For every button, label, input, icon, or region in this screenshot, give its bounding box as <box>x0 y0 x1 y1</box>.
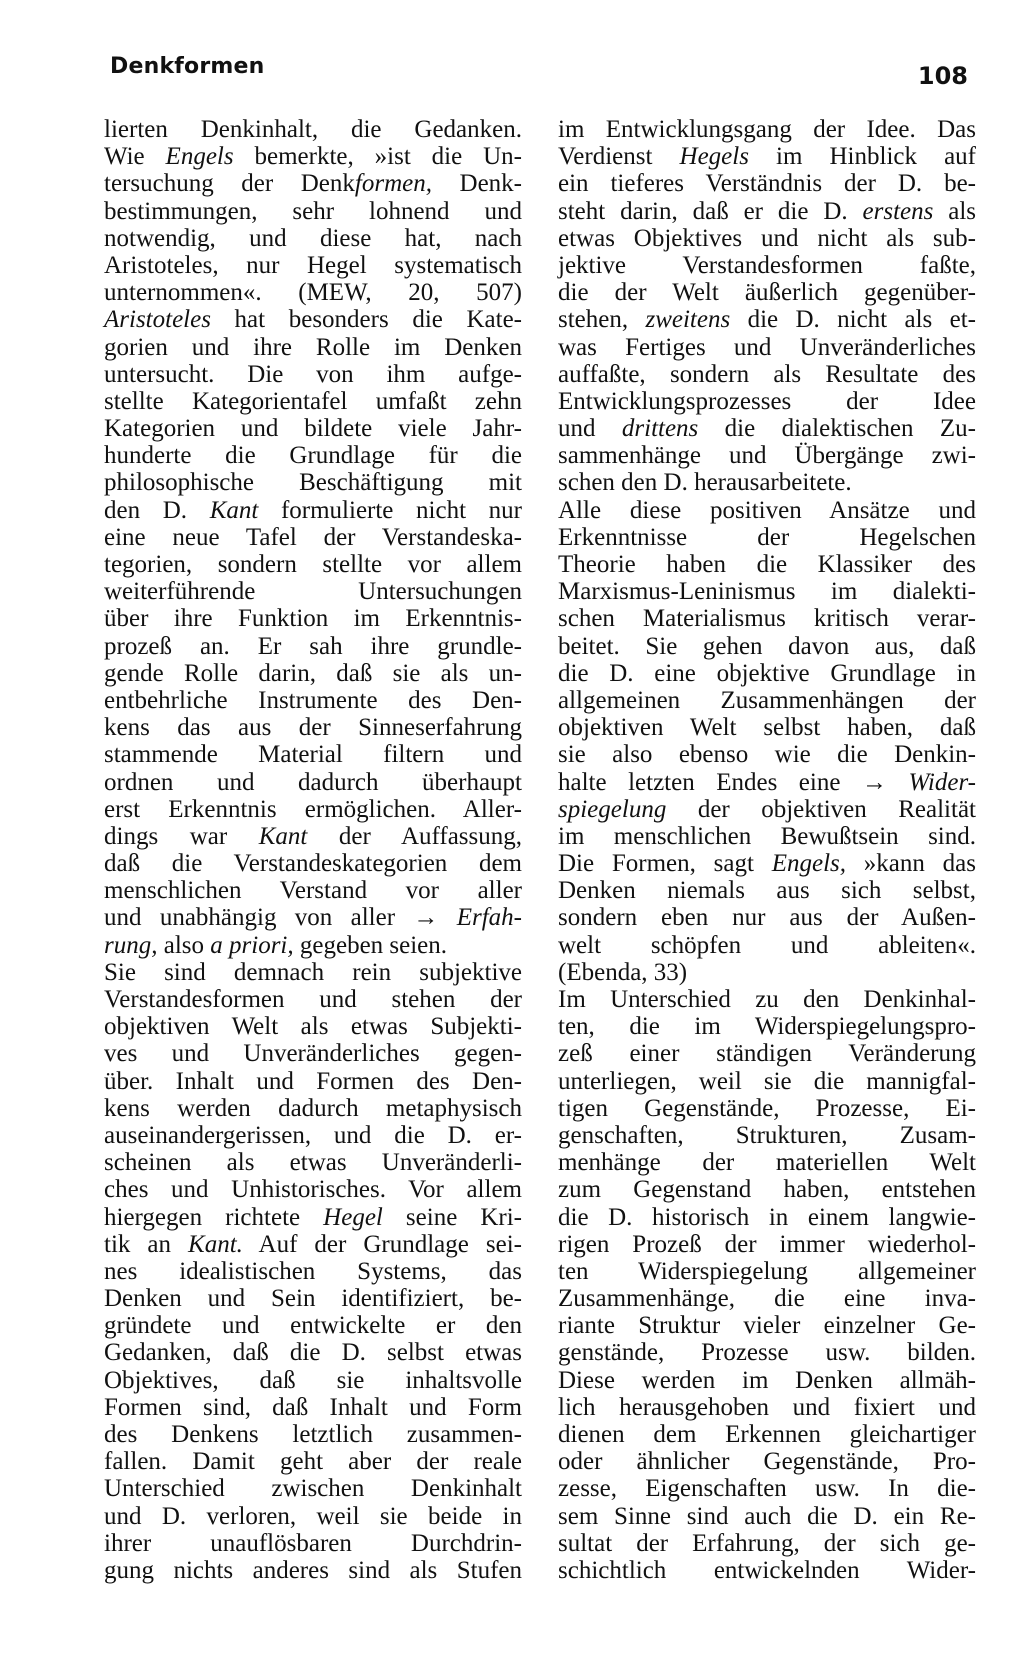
text-line <box>558 660 976 687</box>
text-run: menschlichen Verstand vor aller <box>104 877 522 905</box>
text-line <box>104 823 522 850</box>
text-run: bestimmungen, sehr lohnend und <box>104 197 522 225</box>
text-run: notwendig, und diese hat, nach <box>104 224 522 252</box>
text-run: Formen sind, daß Inhalt und Form <box>104 1393 522 1421</box>
text-line <box>104 1557 522 1584</box>
text-run: Verstandesformen und stehen der <box>104 986 522 1013</box>
text-run: sie also ebenso wie die Denkin- <box>558 741 976 769</box>
text-run: im Hinblick auf <box>748 143 976 171</box>
text-run: genschaften, Strukturen, Zusam- <box>558 1121 976 1149</box>
text-run: genstände, Prozesse usw. bilden. <box>558 1339 976 1367</box>
text-run: über. Inhalt und Formen des Den- <box>104 1067 522 1095</box>
text-run: sem Sinne sind auch die D. ein Re- <box>558 1502 976 1530</box>
text-line <box>104 1475 522 1502</box>
text-line <box>104 1530 522 1557</box>
text-line <box>104 1068 522 1095</box>
text-line <box>104 279 522 306</box>
text-line <box>104 877 522 904</box>
text-line <box>104 551 522 578</box>
running-head: Denkformen <box>110 54 265 79</box>
text-run: hiergegen richtete <box>104 1203 324 1231</box>
text-line <box>558 1204 976 1231</box>
text-line <box>104 334 522 361</box>
text-run: Entwicklungsprozesses der Idee <box>558 387 976 415</box>
text-line <box>558 1149 976 1176</box>
text-run: Die Formen, sagt <box>558 850 772 878</box>
text-line <box>104 633 522 660</box>
text-line <box>558 769 976 796</box>
text-line <box>104 1176 522 1203</box>
text-line <box>104 415 522 442</box>
text-run: schen den D. herausarbeitete. <box>558 469 852 497</box>
text-line <box>104 1231 522 1258</box>
text-line <box>558 796 976 823</box>
text-run: lierten Denkinhalt, die Gedanken. <box>104 116 522 143</box>
text-run: und <box>558 415 622 443</box>
text-line <box>104 796 522 823</box>
text-line <box>558 1312 976 1339</box>
text-line <box>558 225 976 252</box>
text-run: im menschlichen Bewußtsein sind. <box>558 822 976 850</box>
text-run: bemerkte, »ist die Un- <box>233 143 522 171</box>
text-line <box>558 605 976 632</box>
text-run: des Denkens letztlich zusammen- <box>104 1421 522 1448</box>
text-run: prozeß an. Er sah ihre grundle- <box>104 632 522 660</box>
text-run: allgemeinen Zusammenhängen der <box>558 686 976 714</box>
italic-text: a priori, <box>210 931 294 959</box>
text-line <box>104 225 522 252</box>
italic-text: erstens <box>862 197 934 225</box>
text-run: ten Widerspiegelung allgemeiner <box>558 1257 976 1285</box>
text-line <box>104 1421 522 1448</box>
text-line <box>104 904 522 931</box>
text-run: beitet. Sie gehen davon aus, daß <box>558 632 976 660</box>
text-line <box>104 1285 522 1312</box>
italic-text: rung, <box>104 931 158 959</box>
text-run: riante Struktur vieler einzelner Ge- <box>558 1312 976 1340</box>
text-line <box>558 143 976 170</box>
italic-text: drittens <box>621 415 699 443</box>
text-line <box>558 415 976 442</box>
text-run: sultat der Erfahrung, der sich ge- <box>558 1529 976 1557</box>
text-line <box>558 904 976 931</box>
text-line <box>558 1122 976 1149</box>
text-line <box>558 578 976 605</box>
text-run: und D. verloren, weil sie beide in <box>104 1502 522 1530</box>
text-run: auffaßte, sondern als Resultate des <box>558 360 976 388</box>
text-run: als <box>933 197 976 225</box>
text-run: Alle diese positiven Ansätze und <box>558 496 976 524</box>
text-line <box>104 361 522 388</box>
text-run: steht darin, daß er die D. <box>558 197 863 225</box>
text-run: der Auffassung, <box>307 822 522 850</box>
text-run: Denk- <box>431 170 523 198</box>
text-line <box>558 1421 976 1448</box>
text-run: tik an <box>104 1230 189 1258</box>
text-run: Theorie haben die Klassiker des <box>558 551 976 578</box>
text-line <box>104 1013 522 1040</box>
text-line <box>558 524 976 551</box>
text-line <box>558 252 976 279</box>
text-run: schen Materialismus kritisch verar- <box>558 605 976 633</box>
text-run: formulierte nicht nur <box>258 496 522 524</box>
text-line <box>558 1176 976 1203</box>
text-line <box>104 932 522 959</box>
text-line <box>104 578 522 605</box>
text-run: stammende Material filtern und <box>104 741 522 769</box>
text-run: scheinen als etwas Unveränderli- <box>104 1149 522 1177</box>
text-line <box>104 1339 522 1366</box>
text-line <box>104 442 522 469</box>
text-run: lich herausgehoben und fixiert und <box>558 1393 976 1421</box>
text-run: objektiven Welt als etwas Subjekti- <box>104 1013 522 1041</box>
text-run: gung nichts anderes sind als Stufen <box>104 1556 522 1584</box>
text-run: ches und Unhistorisches. Vor allem <box>104 1176 522 1204</box>
text-line <box>558 1367 976 1394</box>
text-run: entbehrliche Instrumente des Den- <box>104 686 522 714</box>
text-run: gründete und entwickelte er den <box>104 1312 522 1340</box>
text-run: zeß einer ständigen Veränderung <box>558 1040 976 1068</box>
italic-text: spiegelung <box>558 795 667 823</box>
italic-text: Wider- <box>908 768 976 796</box>
text-line <box>558 1339 976 1366</box>
text-line <box>558 1258 976 1285</box>
text-line <box>558 850 976 877</box>
text-run: Sie sind demnach rein subjektive <box>104 958 522 986</box>
text-line <box>558 306 976 333</box>
text-run: halte letzten Endes eine → <box>558 768 909 796</box>
text-run: hat besonders die Kate- <box>210 306 522 334</box>
text-line <box>104 1122 522 1149</box>
text-line <box>104 959 522 986</box>
text-line <box>558 877 976 904</box>
text-run: also <box>157 931 211 959</box>
text-run: Denken niemals aus sich selbst, <box>558 877 976 905</box>
text-run: Wie <box>104 143 166 171</box>
text-run: zum Gegenstand haben, entstehen <box>558 1176 976 1204</box>
text-line <box>104 741 522 768</box>
text-run: tigen Gegenstände, Prozesse, Ei- <box>558 1094 976 1122</box>
text-run: die dialektischen Zu- <box>698 415 976 443</box>
text-run: zesse, Eigenschaften usw. In die- <box>558 1475 976 1503</box>
text-line <box>558 361 976 388</box>
text-line <box>558 1231 976 1258</box>
italic-text: zweitens <box>645 306 731 334</box>
text-line <box>104 170 522 197</box>
text-line <box>558 279 976 306</box>
text-run: dings war <box>104 822 259 850</box>
italic-text: Hegels <box>679 143 749 171</box>
text-line <box>558 687 976 714</box>
text-run: hunderte die Grundlage für die <box>104 442 522 470</box>
text-line <box>104 1204 522 1231</box>
page-number: 108 <box>917 62 968 90</box>
text-line <box>558 1068 976 1095</box>
text-run: ordnen und dadurch überhaupt <box>104 768 522 796</box>
text-line <box>104 469 522 496</box>
text-run: gegeben seien. <box>293 931 448 959</box>
text-run: den D. <box>104 496 210 524</box>
text-run: tersuchung der Denk <box>104 170 355 198</box>
italic-text: formen, <box>354 170 432 198</box>
text-line <box>104 497 522 524</box>
italic-text: Engels <box>165 143 234 171</box>
text-line <box>104 1448 522 1475</box>
text-line <box>558 1503 976 1530</box>
text-run: (Ebenda, 33) <box>558 958 688 986</box>
text-run: Unterschied zwischen Denkinhalt <box>104 1475 522 1503</box>
text-line <box>558 1095 976 1122</box>
text-run: etwas Objektives und nicht als sub- <box>558 224 976 252</box>
text-line <box>104 143 522 170</box>
text-run: oder ähnlicher Gegenstände, Pro- <box>558 1448 976 1476</box>
text-line <box>558 1285 976 1312</box>
text-run: sondern eben nur aus der Außen- <box>558 904 976 932</box>
text-line <box>104 986 522 1013</box>
text-run: im Entwicklungsgang der Idee. Das <box>558 116 976 143</box>
text-line <box>104 605 522 632</box>
text-run: und unabhängig von aller → <box>104 904 457 932</box>
text-run: kens werden dadurch metaphysisch <box>104 1094 522 1122</box>
text-run: philosophische Beschäftigung mit <box>104 469 522 497</box>
text-run: Denken und Sein identifiziert, be- <box>104 1285 522 1313</box>
text-line <box>558 714 976 741</box>
text-run: eine neue Tafel der Verstandeska- <box>104 523 522 551</box>
text-run: daß die Verstandeskategorien dem <box>104 850 522 878</box>
text-run: gende Rolle darin, daß sie als un- <box>104 659 522 687</box>
text-run: untersucht. Die von ihm aufge- <box>104 360 522 388</box>
text-line <box>104 388 522 415</box>
text-run: die der Welt äußerlich gegenüber- <box>558 279 976 307</box>
text-run: über ihre Funktion im Erkenntnis- <box>104 605 522 633</box>
text-run: gorien und ihre Rolle im Denken <box>104 333 522 361</box>
text-run: Verdienst <box>558 143 680 171</box>
text-column-left <box>104 116 522 1584</box>
text-line <box>558 1040 976 1067</box>
text-line <box>104 252 522 279</box>
text-line <box>558 1530 976 1557</box>
text-run: tegorien, sondern stellte vor allem <box>104 551 522 578</box>
text-line <box>558 198 976 225</box>
italic-text: Hegel <box>323 1203 383 1231</box>
text-run: welt schöpfen und ableiten«. <box>558 931 976 959</box>
text-run: erst Erkenntnis ermöglichen. Aller- <box>104 795 522 823</box>
text-run: dienen dem Erkennen gleichartiger <box>558 1421 976 1448</box>
text-run: objektiven Welt selbst haben, daß <box>558 714 976 742</box>
text-line <box>104 1149 522 1176</box>
text-line <box>558 986 976 1013</box>
text-line <box>104 1367 522 1394</box>
text-run: Im Unterschied zu den Denkinhal- <box>558 986 976 1013</box>
text-line <box>104 198 522 225</box>
italic-text: Kant <box>209 496 259 524</box>
text-run: auseinandergerissen, und die D. er- <box>104 1121 522 1149</box>
text-line <box>558 1557 976 1584</box>
italic-text: Erfah- <box>456 904 522 932</box>
text-run: Aristoteles, nur Hegel systematisch <box>104 251 522 279</box>
text-run: der objektiven Realität <box>666 795 976 823</box>
text-line <box>558 823 976 850</box>
text-line <box>104 524 522 551</box>
text-line <box>558 388 976 415</box>
text-line <box>558 170 976 197</box>
text-run: Marxismus-Leninismus im dialekti- <box>558 578 976 606</box>
text-line <box>558 1013 976 1040</box>
text-run: rigen Prozeß der immer wiederhol- <box>558 1230 976 1258</box>
text-line <box>104 660 522 687</box>
text-line <box>558 442 976 469</box>
text-line <box>104 714 522 741</box>
text-line <box>558 334 976 361</box>
text-line <box>104 306 522 333</box>
italic-text: Kant. <box>188 1230 243 1258</box>
text-run: sammenhänge und Übergänge zwi- <box>558 442 976 470</box>
text-line <box>558 1475 976 1502</box>
text-run: ves und Unveränderliches gegen- <box>104 1040 522 1068</box>
text-run: die D. eine objektive Grundlage in <box>558 659 976 687</box>
text-run: seine Kri- <box>382 1203 522 1231</box>
text-run: Auf der Grundlage sei- <box>242 1230 522 1258</box>
text-line <box>558 1448 976 1475</box>
text-line <box>558 633 976 660</box>
text-line <box>558 959 976 986</box>
text-column-right <box>558 116 976 1584</box>
text-run: ten, die im Widerspiegelungspro- <box>558 1013 976 1041</box>
text-run: schichtlich entwickelnden Wider- <box>558 1556 976 1584</box>
text-run: stehen, <box>558 306 646 334</box>
text-run: weiterführende Untersuchungen <box>104 578 522 606</box>
text-run: unternommen«. (MEW, 20, 507) <box>104 279 522 307</box>
italic-text: Kant <box>258 822 308 850</box>
text-line <box>104 1394 522 1421</box>
text-run: stellte Kategorientafel umfaßt zehn <box>104 387 522 415</box>
text-run: Gedanken, daß die D. selbst etwas <box>104 1339 522 1367</box>
text-run: jektive Verstandesformen faßte, <box>558 251 976 279</box>
text-run: ein tieferes Verständnis der D. be- <box>558 170 976 198</box>
text-run: die D. historisch in einem langwie- <box>558 1203 976 1231</box>
text-run: was Fertiges und Unveränderliches <box>558 333 976 361</box>
text-line <box>104 1503 522 1530</box>
text-run: nes idealistischen Systems, das <box>104 1257 522 1285</box>
text-line <box>558 116 976 143</box>
text-run: kens das aus der Sinneserfahrung <box>104 714 522 742</box>
text-line <box>104 1095 522 1122</box>
text-run: die D. nicht als et- <box>730 306 976 334</box>
text-run: Zusammenhänge, die eine inva- <box>558 1285 976 1313</box>
text-line <box>558 1394 976 1421</box>
text-run: Diese werden im Denken allmäh- <box>558 1366 976 1394</box>
text-run: Erkenntnisse der Hegelschen <box>558 523 976 551</box>
text-run: fallen. Damit geht aber der reale <box>104 1448 522 1476</box>
text-run: Objektives, daß sie inhaltsvolle <box>104 1366 522 1394</box>
text-line <box>104 116 522 143</box>
text-line <box>104 1040 522 1067</box>
text-run: Kategorien und bildete viele Jahr- <box>104 415 522 443</box>
text-line <box>558 741 976 768</box>
text-line <box>558 551 976 578</box>
text-run: ihrer unauflösbaren Durchdrin- <box>104 1529 522 1557</box>
text-line <box>104 850 522 877</box>
text-line <box>104 769 522 796</box>
text-line <box>558 469 976 496</box>
text-line <box>104 1312 522 1339</box>
text-run: menhänge der materiellen Welt <box>558 1149 976 1177</box>
text-line <box>104 1258 522 1285</box>
italic-text: Engels, <box>771 850 847 878</box>
italic-text: Aristoteles <box>104 306 211 334</box>
text-line <box>104 687 522 714</box>
text-run: unterliegen, weil sie die mannigfal- <box>558 1067 976 1095</box>
text-line <box>558 932 976 959</box>
text-line <box>558 497 976 524</box>
text-run: »kann das <box>846 850 977 878</box>
